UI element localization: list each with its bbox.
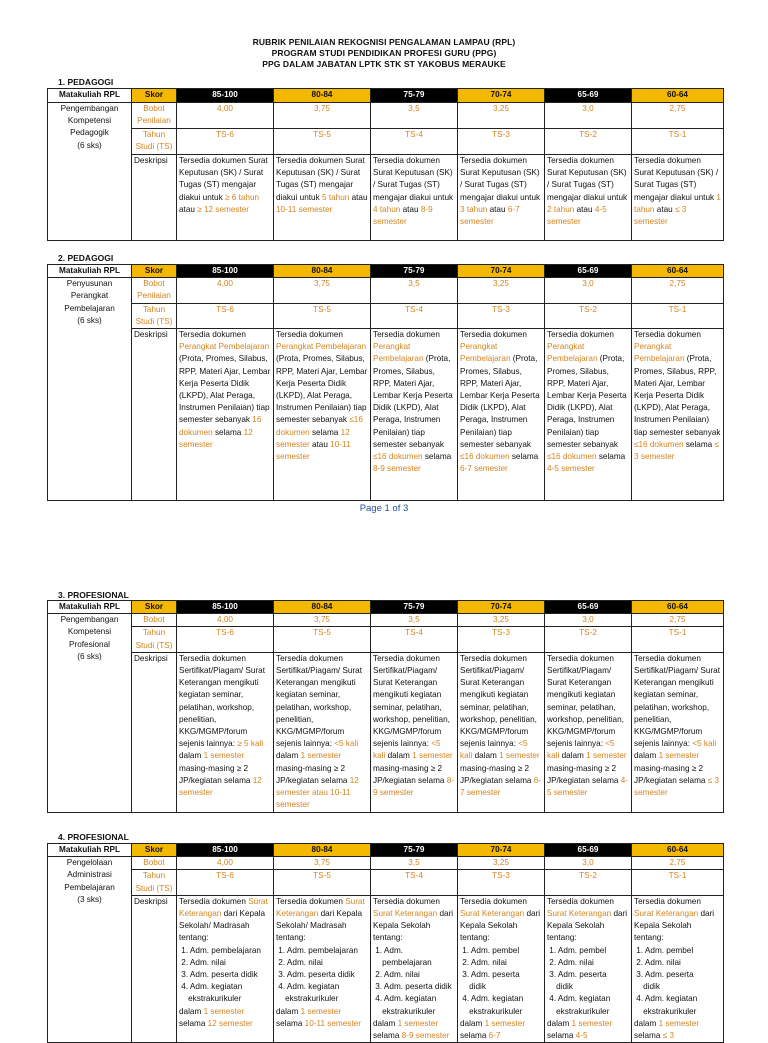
desc-cell: Tersedia dokumen Surat Keterangan dari Kepala Sekolah/ Madrasah tentang: 1. Adm. pembelajaran 2. Adm. nilai 3. Adm. peserta didik 4. Adm. kegiatan ekstrakurikuler dalam 1 semester selama 12 semester xyxy=(177,895,274,1042)
doc-title-line-1: RUBRIK PENILAIAN REKOGNISI PENGALAMAN LAMPAU (RPL) xyxy=(252,37,516,47)
bobot-value: 4,00 xyxy=(177,278,274,303)
ts-value: TS-2 xyxy=(545,870,632,895)
skor-header: Skor xyxy=(132,89,177,103)
range-header: 65-69 xyxy=(545,601,632,614)
desc-cell: Tersedia dokumen Surat Keputusan (SK) / Surat Tugas (ST) mengajar diakui untuk 5 tahun atau 10-11 semester xyxy=(274,155,371,241)
desc-cell: Tersedia dokumen Perangkat Pembelajaran (Prota, Promes, Silabus, RPP, Materi Ajar, Lembar Kerja Peserta Didik (LKPD), Alat Peraga, Instrumen Penilaian) tiap semester sebanyak ≤16 dokumen selama ≤ 3 semester xyxy=(632,329,724,501)
ts-value: TS-4 xyxy=(371,129,458,155)
ts-value: TS-5 xyxy=(274,627,371,652)
range-header: 60-64 xyxy=(632,265,724,278)
desc-cell: Tersedia dokumen Surat Keputusan (SK) / Surat Tugas (ST) mengajar diakui untuk 4 tahun atau 8-9 semester xyxy=(371,155,458,241)
range-header: 85-100 xyxy=(177,844,274,857)
ts-value: TS-4 xyxy=(371,627,458,652)
tahun-label: Tahun Studi (TS) xyxy=(132,627,177,652)
range-header: 85-100 xyxy=(177,601,274,614)
ts-value: TS-1 xyxy=(632,303,724,328)
ts-value: TS-2 xyxy=(545,627,632,652)
desc-cell: Tersedia dokumen Sertifikat/Piagam/ Surat Keterangan mengikuti kegiatan seminar, pelatihan, workshop, penelitian, KKG/MGMP/forum sejenis lainnya: <5 kali dalam 1 semester masing-masing ≥ 2 JP/kegiatan selama ≤ 3 semester xyxy=(632,652,724,812)
range-header: 65-69 xyxy=(545,89,632,103)
bobot-value: 3,75 xyxy=(274,857,371,870)
desc-cell: Tersedia dokumen Sertifikat/Piagam/ Surat Keterangan mengikuti kegiatan seminar, pelatihan, workshop, penelitian, KKG/MGMP/forum sejenis lainnya: <5 kali dalam 1 semester masing-masing ≥ 2 JP/kegiatan selama 12 semester atau 10-11 semester xyxy=(274,652,371,812)
bobot-value: 3,0 xyxy=(545,278,632,303)
ts-value: TS-6 xyxy=(177,303,274,328)
mk-header: Matakuliah RPL xyxy=(48,844,132,857)
mk-header: Matakuliah RPL xyxy=(48,89,132,103)
desc-cell: Tersedia dokumen Sertifikat/Piagam/ Surat Keterangan mengikuti kegiatan seminar, pelatihan, workshop, penelitian, KKG/MGMP/forum sejenis lainnya: <5 kali dalam 1 semester masing-masing ≥ 2 JP/kegiatan selama 8-9 semester xyxy=(371,652,458,812)
desc-cell: Tersedia dokumen Surat Keterangan dari Kepala Sekolah/ Madrasah tentang: 1. Adm. pembelajaran 2. Adm. nilai 3. Adm. peserta didik 4. Adm. kegiatan ekstrakurikuler dalam 1 semester selama 10-11 semester xyxy=(274,895,371,1042)
bobot-value: 3,25 xyxy=(458,857,545,870)
bobot-value: 2,75 xyxy=(632,278,724,303)
tahun-label: Tahun Studi (TS) xyxy=(132,303,177,328)
doc-title-line-3: PPG DALAM JABATAN LPTK STK ST YAKOBUS MERAUKE xyxy=(262,59,506,69)
desc-cell: Tersedia dokumen Surat Keputusan (SK) / Surat Tugas (ST) mengajar diakui untuk ≥ 6 tahun atau ≥ 12 semester xyxy=(177,155,274,241)
ts-value: TS-3 xyxy=(458,870,545,895)
bobot-value: 2,75 xyxy=(632,614,724,627)
range-header: 60-64 xyxy=(632,601,724,614)
ts-value: TS-5 xyxy=(274,303,371,328)
range-header: 80-84 xyxy=(274,844,371,857)
range-header: 80-84 xyxy=(274,265,371,278)
skor-header: Skor xyxy=(132,601,177,614)
ts-value: TS-2 xyxy=(545,129,632,155)
rubric-table-1 xyxy=(47,88,724,241)
bobot-value: 3,5 xyxy=(371,857,458,870)
course-name: Penyusunan Perangkat Pembelajaran (6 sks) xyxy=(48,278,132,501)
desc-cell: Tersedia dokumen Perangkat Pembelajaran (Prota, Promes, Silabus, RPP, Materi Ajar, Lembar Kerja Peserta Didik (LKPD), Alat Peraga, Instrumen Penilaian) tiap semester sebanyak ≤16 dokumen selama 12 semester atau 10-11 semester xyxy=(274,329,371,501)
desc-cell: Tersedia dokumen Perangkat Pembelajaran (Prota, Promes, Silabus, RPP, Materi Ajar, Lembar Kerja Peserta Didik (LKPD), Alat Peraga, Instrumen Penilaian) tiap semester sebanyak ≤16 dokumen selama 8-9 semester xyxy=(371,329,458,501)
ts-value: TS-2 xyxy=(545,303,632,328)
ts-value: TS-1 xyxy=(632,129,724,155)
ts-value: TS-3 xyxy=(458,303,545,328)
ts-value: TS-4 xyxy=(371,870,458,895)
ts-value: TS-3 xyxy=(458,627,545,652)
ts-value: TS-6 xyxy=(177,870,274,895)
range-header: 70-74 xyxy=(458,265,545,278)
mk-header: Matakuliah RPL xyxy=(48,265,132,278)
deskripsi-label: Deskripsi xyxy=(132,895,177,1042)
range-header: 75-79 xyxy=(371,89,458,103)
range-header: 70-74 xyxy=(458,844,545,857)
course-name: Pengelolaan Administrasi Pembelajaran (3 sks) xyxy=(48,857,132,1043)
bobot-value: 3,25 xyxy=(458,614,545,627)
ts-value: TS-4 xyxy=(371,303,458,328)
section-title-3: 3. PROFESIONAL xyxy=(58,590,129,600)
doc-title-line-2: PROGRAM STUDI PENDIDIKAN PROFESI GURU (PPG) xyxy=(271,48,497,58)
ts-value: TS-6 xyxy=(177,129,274,155)
bobot-label: Bobot xyxy=(132,614,177,627)
course-name: Pengembangan Kompetensi Profesional (6 sks) xyxy=(48,614,132,813)
section-title-4: 4. PROFESIONAL xyxy=(58,832,129,842)
range-header: 70-74 xyxy=(458,601,545,614)
desc-cell: Tersedia dokumen Perangkat Pembelajaran (Prota, Promes, Silabus, RPP, Materi Ajar, Lembar Kerja Peserta Didik (LKPD), Alat Peraga, Instrumen Penilaian) tiap semester sebanyak 16 dokumen selama 12 semester xyxy=(177,329,274,501)
deskripsi-label: Deskripsi xyxy=(132,329,177,501)
bobot-value: 3,75 xyxy=(274,103,371,129)
deskripsi-label: Deskripsi xyxy=(132,155,177,241)
tahun-label: Tahun Studi (TS) xyxy=(132,129,177,155)
ts-value: TS-5 xyxy=(274,870,371,895)
ts-value: TS-6 xyxy=(177,627,274,652)
bobot-value: 4,00 xyxy=(177,103,274,129)
section-title-1: 1. PEDAGOGI xyxy=(58,77,114,87)
range-header: 65-69 xyxy=(545,844,632,857)
mk-header: Matakuliah RPL xyxy=(48,601,132,614)
bobot-value: 4,00 xyxy=(177,857,274,870)
desc-cell: Tersedia dokumen Surat Keputusan (SK) / Surat Tugas (ST) mengajar diakui untuk 3 tahun atau 6-7 semester xyxy=(458,155,545,241)
desc-cell: Tersedia dokumen Surat Keputusan (SK) / Surat Tugas (ST) mengajar diakui untuk 1 tahun atau ≤ 3 semester xyxy=(632,155,724,241)
range-header: 80-84 xyxy=(274,601,371,614)
bobot-value: 3,0 xyxy=(545,857,632,870)
bobot-value: 3,25 xyxy=(458,278,545,303)
range-header: 75-79 xyxy=(371,265,458,278)
range-header: 70-74 xyxy=(458,89,545,103)
desc-cell: Tersedia dokumen Surat Keputusan (SK) / Surat Tugas (ST) mengajar diakui untuk 2 tahun atau 4-5 semester xyxy=(545,155,632,241)
bobot-label: Bobot Penilaian xyxy=(132,103,177,129)
bobot-value: 2,75 xyxy=(632,857,724,870)
desc-cell: Tersedia dokumen Surat Keterangan dari Kepala Sekolah tentang: 1. Adm. pembel 2. Adm. nilai 3. Adm. peserta didik 4. Adm. kegiatan ekstrakurikuler dalam 1 semester selama 6-7 xyxy=(458,895,545,1042)
range-header: 85-100 xyxy=(177,89,274,103)
range-header: 75-79 xyxy=(371,844,458,857)
ts-value: TS-1 xyxy=(632,627,724,652)
range-header: 60-64 xyxy=(632,89,724,103)
ts-value: TS-1 xyxy=(632,870,724,895)
bobot-label: Bobot Penilaian xyxy=(132,278,177,303)
bobot-value: 3,5 xyxy=(371,103,458,129)
bobot-value: 3,5 xyxy=(371,278,458,303)
desc-cell: Tersedia dokumen Perangkat Pembelajaran (Prota, Promes, Silabus, RPP, Materi Ajar, Lembar Kerja Peserta Didik (LKPD), Alat Peraga, Instrumen Penilaian) tiap semester sebanyak ≤16 dokumen selama 4-5 semester xyxy=(545,329,632,501)
ts-value: TS-3 xyxy=(458,129,545,155)
rubric-table-4 xyxy=(47,843,724,1043)
bobot-value: 3,0 xyxy=(545,103,632,129)
range-header: 75-79 xyxy=(371,601,458,614)
desc-cell: Tersedia dokumen Surat Keterangan dari Kepala Sekolah tentang: 1. Adm. pembel 2. Adm. nilai 3. Adm. peserta didik 4. Adm. kegiatan ekstrakurikuler dalam 1 semester selama 4-5 xyxy=(545,895,632,1042)
desc-cell: Tersedia dokumen Sertifikat/Piagam/ Surat Keterangan mengikuti kegiatan seminar, pelatihan, workshop, penelitian, KKG/MGMP/forum sejenis lainnya: <5 kali dalam 1 semester masing-masing ≥ 2 JP/kegiatan selama 4-5 semester xyxy=(545,652,632,812)
desc-cell: Tersedia dokumen Sertifikat/Piagam/ Surat Keterangan mengikuti kegiatan seminar, pelatihan, workshop, penelitian, KKG/MGMP/forum sejenis lainnya: ≥ 5 kali dalam 1 semester masing-masing ≥ 2 JP/kegiatan selama 12 semester xyxy=(177,652,274,812)
section-title-2: 2. PEDAGOGI xyxy=(58,253,114,263)
bobot-value: 3,75 xyxy=(274,614,371,627)
bobot-value: 4,00 xyxy=(177,614,274,627)
bobot-value: 3,5 xyxy=(371,614,458,627)
desc-cell: Tersedia dokumen Surat Keterangan dari Kepala Sekolah tentang: 1. Adm. pembelajaran 2. Adm. nilai 3. Adm. peserta didik 4. Adm. kegiatan ekstrakurikuler dalam 1 semester selama 8-9 semester xyxy=(371,895,458,1042)
desc-cell: Tersedia dokumen Surat Keterangan dari Kepala Sekolah tentang: 1. Adm. pembel 2. Adm. nilai 3. Adm. peserta didik 4. Adm. kegiatan ekstrakurikuler dalam 1 semester selama ≤ 3 xyxy=(632,895,724,1042)
tahun-label: Tahun Studi (TS) xyxy=(132,870,177,895)
page-number: Page 1 of 3 xyxy=(359,503,409,514)
bobot-value: 3,0 xyxy=(545,614,632,627)
bobot-value: 3,25 xyxy=(458,103,545,129)
skor-header: Skor xyxy=(132,844,177,857)
desc-cell: Tersedia dokumen Perangkat Pembelajaran (Prota, Promes, Silabus, RPP, Materi Ajar, Lembar Kerja Peserta Didik (LKPD), Alat Peraga, Instrumen Penilaian) tiap semester sebanyak ≤16 dokumen selama 6-7 semester xyxy=(458,329,545,501)
rubric-table-2 xyxy=(47,264,724,501)
desc-cell: Tersedia dokumen Sertifikat/Piagam/ Surat Keterangan mengikuti kegiatan seminar, pelatihan, workshop, penelitian, KKG/MGMP/forum sejenis lainnya: <5 kali dalam 1 semester masing-masing ≥ 2 JP/kegiatan selama 6-7 semester xyxy=(458,652,545,812)
course-name: Pengembangan Kompetensi Pedagogik (6 sks) xyxy=(48,103,132,241)
ts-value: TS-5 xyxy=(274,129,371,155)
rubric-table-3 xyxy=(47,600,724,813)
deskripsi-label: Deskripsi xyxy=(132,652,177,812)
range-header: 80-84 xyxy=(274,89,371,103)
bobot-value: 2,75 xyxy=(632,103,724,129)
range-header: 60-64 xyxy=(632,844,724,857)
range-header: 65-69 xyxy=(545,265,632,278)
range-header: 85-100 xyxy=(177,265,274,278)
bobot-label: Bobot xyxy=(132,857,177,870)
skor-header: Skor xyxy=(132,265,177,278)
bobot-value: 3,75 xyxy=(274,278,371,303)
